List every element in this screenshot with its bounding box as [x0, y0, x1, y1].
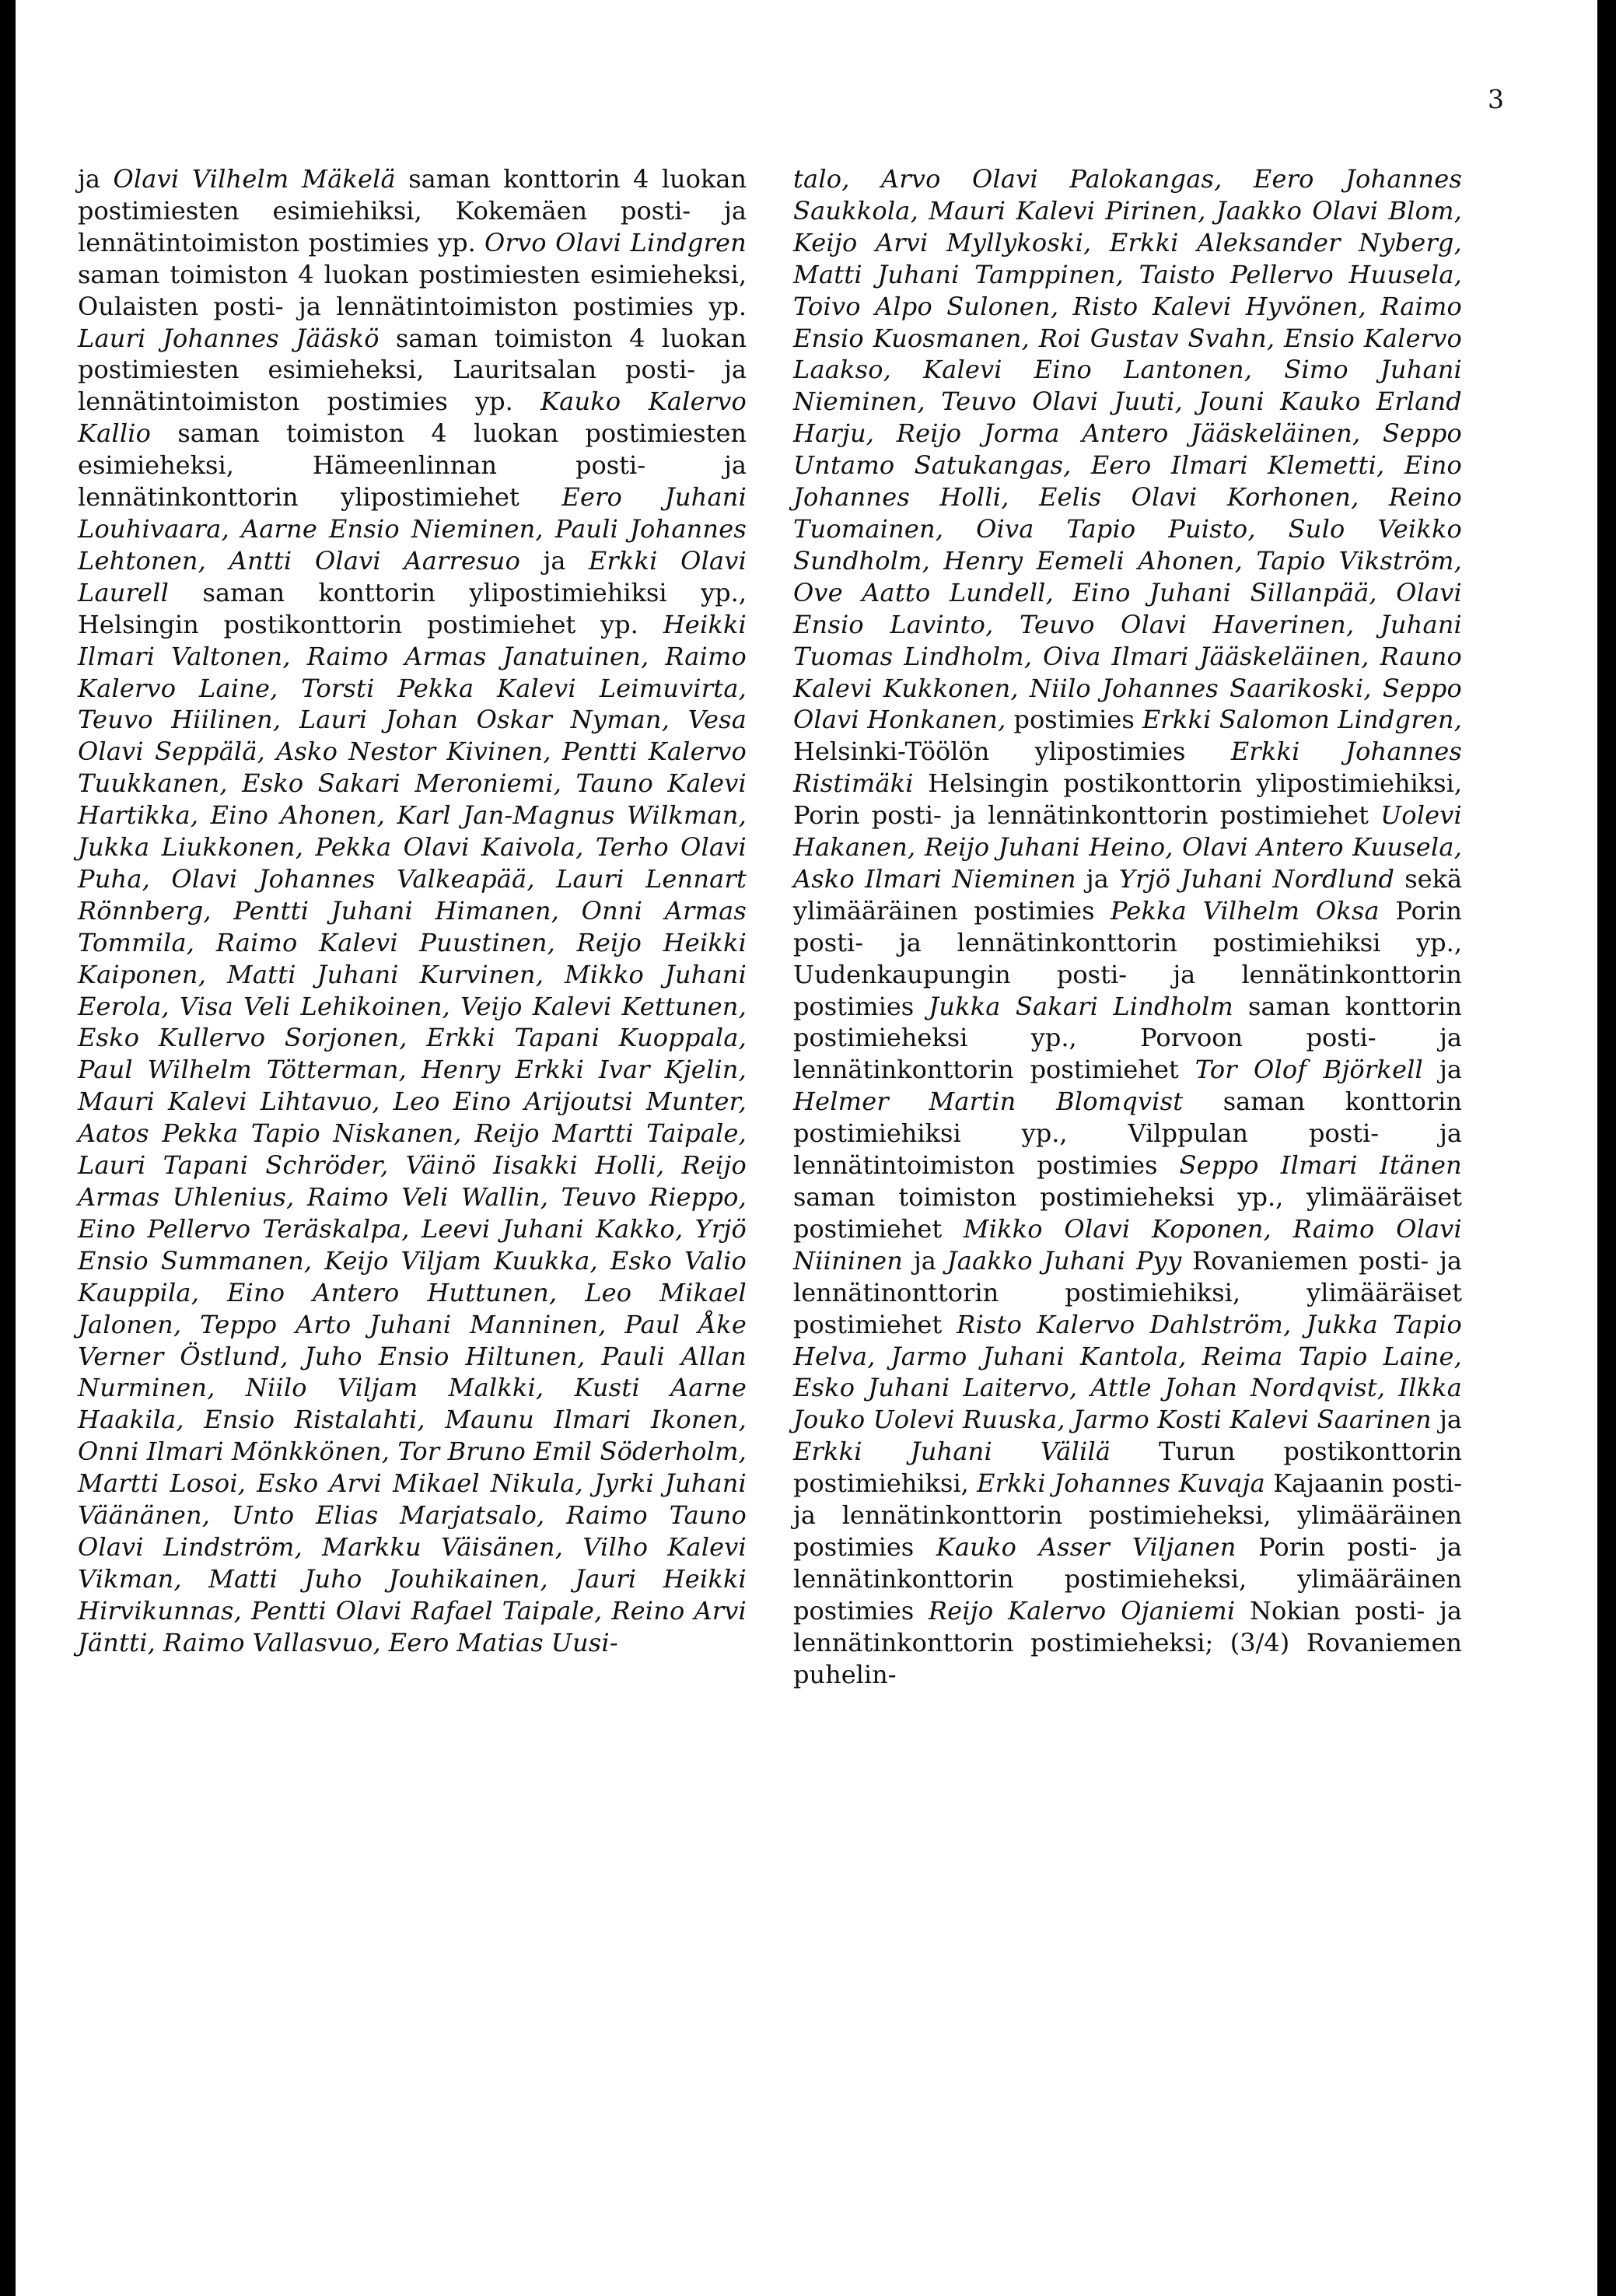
italic-name-run: Orvo Olavi Lindgren — [484, 227, 747, 257]
italic-name-run: Mikko Olavi Koponen, Raimo Olavi Niininen — [793, 1213, 1462, 1276]
italic-name-run: Erkki Juhani Välilä — [793, 1437, 1111, 1467]
italic-name-run: Seppo Ilmari Itänen — [1179, 1150, 1462, 1181]
italic-name-run: Tor Olof Björkell — [1195, 1055, 1423, 1085]
text-run: ja — [1431, 1405, 1462, 1435]
document-page — [16, 0, 1597, 2296]
text-run: Porin posti- ja lennätinkonttorin postimiehiksi yp., Uudenkaupungin posti- ja lennätinkonttorin postimies — [793, 895, 1462, 1021]
italic-name-run: Lauri Johannes Jääskö — [78, 323, 380, 353]
column-paragraph — [78, 163, 747, 1659]
italic-name-run: Kauko Asser Viljanen — [936, 1531, 1236, 1562]
text-run: Helsingin postikonttorin ylipostimiehiksi, Porin posti- ja lennätinkonttorin postimiehet — [793, 768, 1462, 831]
italic-name-run: Yrjö Juhani Nordlund — [1118, 863, 1395, 894]
italic-name-run: Pekka Vilhelm Oksa — [1111, 895, 1380, 926]
text-column-left — [78, 163, 747, 1659]
italic-name-run: Eero Juhani Louhivaara, Aarne Ensio Nieminen, Pauli Johannes Lehtonen, Antti Olavi Aarresuo — [78, 482, 747, 576]
text-run: ja — [78, 164, 114, 194]
text-run: saman toimiston postimieheksi yp., ylimääräiset postimiehet — [793, 1182, 1462, 1244]
text-run: saman konttorin postimieheksi yp., Porvoon posti- ja lennätinkonttorin postimiehet — [793, 991, 1463, 1085]
column-paragraph — [793, 163, 1462, 1691]
italic-name-run: Reijo Kalervo Ojaniemi — [928, 1595, 1236, 1626]
italic-name-run: Erkki Johannes Kuvaja — [977, 1468, 1265, 1499]
italic-name-run: Erkki Olavi Laurell — [78, 545, 747, 607]
text-run: ja — [1423, 1055, 1463, 1085]
italic-name-run: Olavi Vilhelm Mäkelä — [113, 164, 396, 194]
text-run: saman konttorin ylipostimiehiksi yp., Helsingin postikonttorin postimiehet yp. — [78, 577, 747, 639]
text-run: sekä ylimääräinen postimies — [793, 863, 1463, 926]
italic-name-run: Heikki Ilmari Valtonen, Raimo Armas Janatuinen, Raimo Kalervo Laine, Torsti Pekka Kalevi Leimuvirta, Teuvo Hiilinen, Lauri Johan Oskar Nyman, Vesa Olavi Seppälä, Asko Nestor Kivinen, Pentti Kalervo Tuukkanen, Esko Sakari Meroniemi, Tauno Kalevi Hartikka, Eino Ahonen, Karl Jan-Magnus Wilkman, Jukka Liukkonen, Pekka Olavi Kaivola, Terho Olavi Puha, Olavi Johannes Valkeapää, Lauri Lennart Rönnberg, Pentti Juhani Himanen, Onni Armas Tommila, Raimo Kalevi Puustinen, Reijo Heikki Kaiponen, Matti Juhani Kurvinen, Mikko Juhani Eerola, Visa Veli Lehikoinen, Veijo Kalevi Kettunen, Esko Kullervo Sorjonen, Erkki Tapani Kuoppala, Paul Wilhelm Tötterman, Henry Erkki Ivar Kjelin, Mauri Kalevi Lihtavuo, Leo Eino Arijoutsi Munter, Aatos Pekka Tapio Niskanen, Reijo Martti Taipale, Lauri Tapani Schröder, Väinö Iisakki Holli, Reijo Armas Uhlenius, Raimo Veli Wallin, Teuvo Rieppo, Eino Pellervo Teräskalpa, Leevi Juhani Kakko, Yrjö Ensio Summanen, Keijo Viljam Kuukka, Esko Valio Kauppila, Eino Antero Huttunen, Leo Mikael Jalonen, Teppo Arto Juhani Manninen, Paul Åke Verner Östlund, Juho Ensio Hiltunen, Pauli Allan Nurminen, Niilo Viljam Malkki, Kusti Aarne Haakila, Ensio Ristalahti, Maunu Ilmari Ikonen, Onni Ilmari Mönkkönen, Tor Bruno Emil Söderholm, Martti Losoi, Esko Arvi Mikael Nikula, Jyrki Juhani Väänänen, Unto Elias Marjatsalo, Raimo Tauno Olavi Lindström, Markku Väisänen, Vilho Kalevi Vikman, Matti Juho Jouhikainen, Jauri Heikki Hirvikunnas, Pentti Olavi Rafael Taipale, Reino Arvi Jäntti, Raimo Vallasvuo, Eero Matias Uusi- — [78, 609, 747, 1657]
italic-name-run: Helmer Martin Blomqvist — [793, 1087, 1184, 1117]
italic-name-run: talo, Arvo Olavi Palokangas, Eero Johannes Saukkola, Mauri Kalevi Pirinen, Jaakko Olavi Blom, Keijo Arvi Myllykoski, Erkki Aleksander Nyberg, Matti Juhani Tamppinen, Taisto Pellervo Huusela, Toivo Alpo Sulonen, Risto Kalevi Hyvönen, Raimo Ensio Kuosmanen, Roi Gustav Svahn, Ensio Kalervo Laakso, Kalevi Eino Lantonen, Simo Juhani Nieminen, Teuvo Olavi Juuti, Jouni Kauko Erland Harju, Reijo Jorma Antero Jääskeläinen, Seppo Untamo Satukangas, Eero Ilmari Klemetti, Eino Johannes Holli, Eelis Olavi Korhonen, Reino Tuomainen, Oiva Tapio Puisto, Sulo Veikko Sundholm, Henry Eemeli Ahonen, Tapio Vikström, Ove Aatto Lundell, Eino Juhani Sillanpää, Olavi Ensio Lavinto, Teuvo Olavi Haverinen, Juhani Tuomas Lindholm, Oiva Ilmari Jääskeläinen, Rauno Kalevi Kukkonen, Niilo Johannes Saarikoski, Seppo Olavi Honkanen, — [793, 164, 1462, 735]
italic-name-run: Uolevi Hakanen, Reijo Juhani Heino, Olavi Antero Kuusela, Asko Ilmari Nieminen — [793, 800, 1462, 894]
text-run: postimies — [1006, 705, 1142, 735]
italic-name-run: Jaakko Juhani Pyy — [946, 1245, 1182, 1276]
italic-name-run: Kauko Kalervo Kallio — [78, 387, 747, 449]
text-run: Rovaniemen posti- ja lennätinonttorin postimiehiksi, ylimääräiset postimiehet — [793, 1245, 1463, 1339]
text-run: Kajaanin posti- ja lennätinkonttorin postimieheksi, ylimääräinen postimies — [793, 1468, 1463, 1562]
text-run: Helsinki-Töölön ylipostimies — [793, 737, 1231, 767]
page-number: 3 — [1488, 84, 1504, 114]
text-run: saman toimiston 4 luokan postimiesten esimieheksi, Lauritsalan posti- ja lennätintoimiston postimies yp. — [78, 323, 747, 417]
italic-name-run: Risto Kalervo Dahlström, Jukka Tapio Helva, Jarmo Juhani Kantola, Reima Tapio Laine, Esko Juhani Laitervo, Attle Johan Nordqvist, Ilkka Jouko Uolevi Ruuska, Jarmo Kosti Kalevi Saarinen — [793, 1309, 1463, 1435]
text-run: saman konttorin 4 luokan postimiesten esimiehiksi, Kokemäen posti- ja lennätintoimiston postimies yp. — [78, 164, 747, 257]
text-run: ja — [1076, 863, 1119, 894]
text-run: saman toimiston 4 luokan postimiesten esimieheksi, Oulaisten posti- ja lennätintoimiston postimies yp. — [78, 259, 747, 321]
italic-name-run: Jukka Sakari Lindholm — [929, 991, 1233, 1021]
text-run: ja — [903, 1245, 947, 1276]
italic-name-run: Erkki Salomon Lindgren, — [1142, 705, 1463, 735]
text-run: ja — [520, 545, 589, 576]
text-run: Nokian posti- ja lennätinkonttorin postimieheksi; (3/4) Rovaniemen puhelin- — [793, 1595, 1463, 1689]
text-run: Turun postikonttorin postimiehiksi, — [793, 1437, 1462, 1499]
text-run: Porin posti- ja lennätinkonttorin postimieheksi, ylimääräinen postimies — [793, 1531, 1462, 1626]
text-run: saman toimiston 4 luokan postimiesten esimieheksi, Hämeenlinnan posti- ja lennätinkonttorin ylipostimiehet — [78, 418, 747, 513]
text-column-right — [793, 163, 1462, 1691]
text-run: saman konttorin postimiehiksi yp., Vilppulan posti- ja lennätintoimiston postimies — [793, 1087, 1462, 1181]
italic-name-run: Erkki Johannes Ristimäki — [793, 737, 1462, 799]
